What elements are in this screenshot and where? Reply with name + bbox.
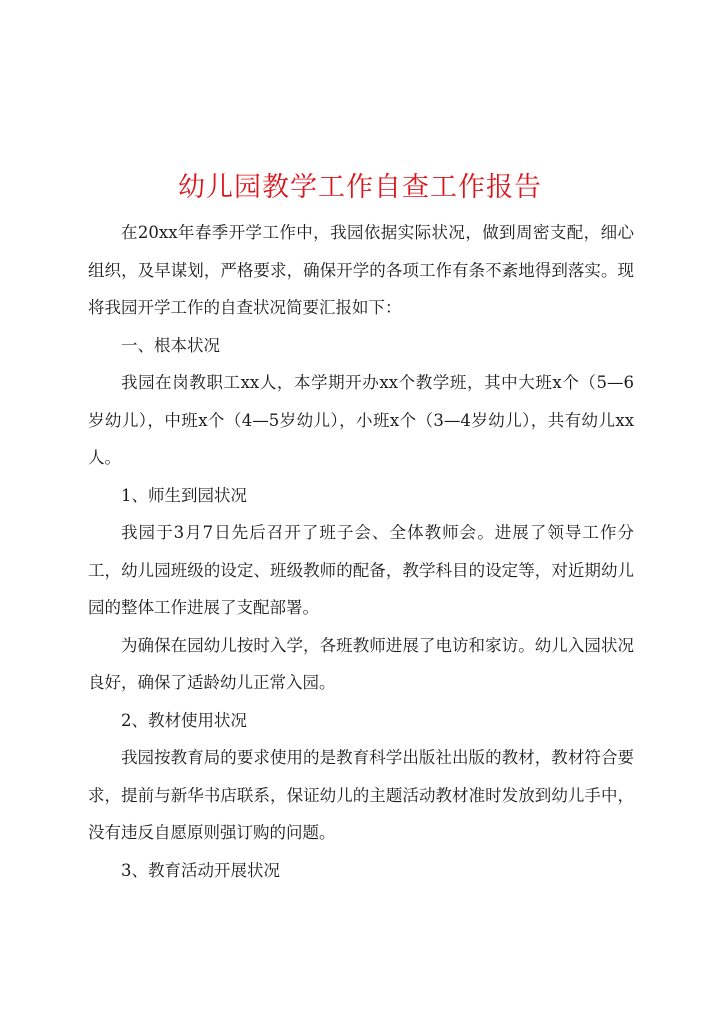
textbooks-paragraph: 我园按教育局的要求使用的是教育科学出版社出版的教材，教材符合要求，提前与新华书店联系，保证幼儿的主题活动教材准时发放到幼儿手中，没有违反自愿原则强订购的问题。 bbox=[88, 748, 634, 842]
subsection-heading-textbooks: 2、教材使用状况 bbox=[121, 710, 247, 730]
intro-paragraph: 在20xx年春季开学工作中，我园依据实际状况，做到周密支配，细心组织，及早谋划，严格要求，确保开学的各项工作有条不紊地得到落实。现将我园开学工作的自查状况简要汇报如下： bbox=[88, 223, 634, 317]
meetings-paragraph: 我园于3月7日先后召开了班子会、全体教师会。进展了领导工作分工，幼儿园班级的设定、班级教师的配备，教学科目的设定等，对近期幼儿园的整体工作进展了支配部署。 bbox=[88, 523, 634, 617]
staff-and-classes-paragraph: 我园在岗教职工xx人，本学期开办xx个教学班，其中大班x个（5—6岁幼儿），中班x个（4—5岁幼儿），小班x个（3—4岁幼儿），共有幼儿xx人。 bbox=[88, 373, 634, 467]
document-body bbox=[88, 214, 634, 889]
subsection-heading-activities: 3、教育活动开展状况 bbox=[121, 860, 280, 880]
section-heading-basic-situation: 一、根本状况 bbox=[121, 335, 220, 355]
document-title: 幼儿园教学工作自查工作报告 bbox=[178, 172, 542, 204]
enrollment-paragraph: 为确保在园幼儿按时入学，各班教师进展了电访和家访。幼儿入园状况良好，确保了适龄幼儿正常入园。 bbox=[88, 635, 634, 692]
subsection-heading-attendance: 1、师生到园状况 bbox=[121, 485, 247, 505]
